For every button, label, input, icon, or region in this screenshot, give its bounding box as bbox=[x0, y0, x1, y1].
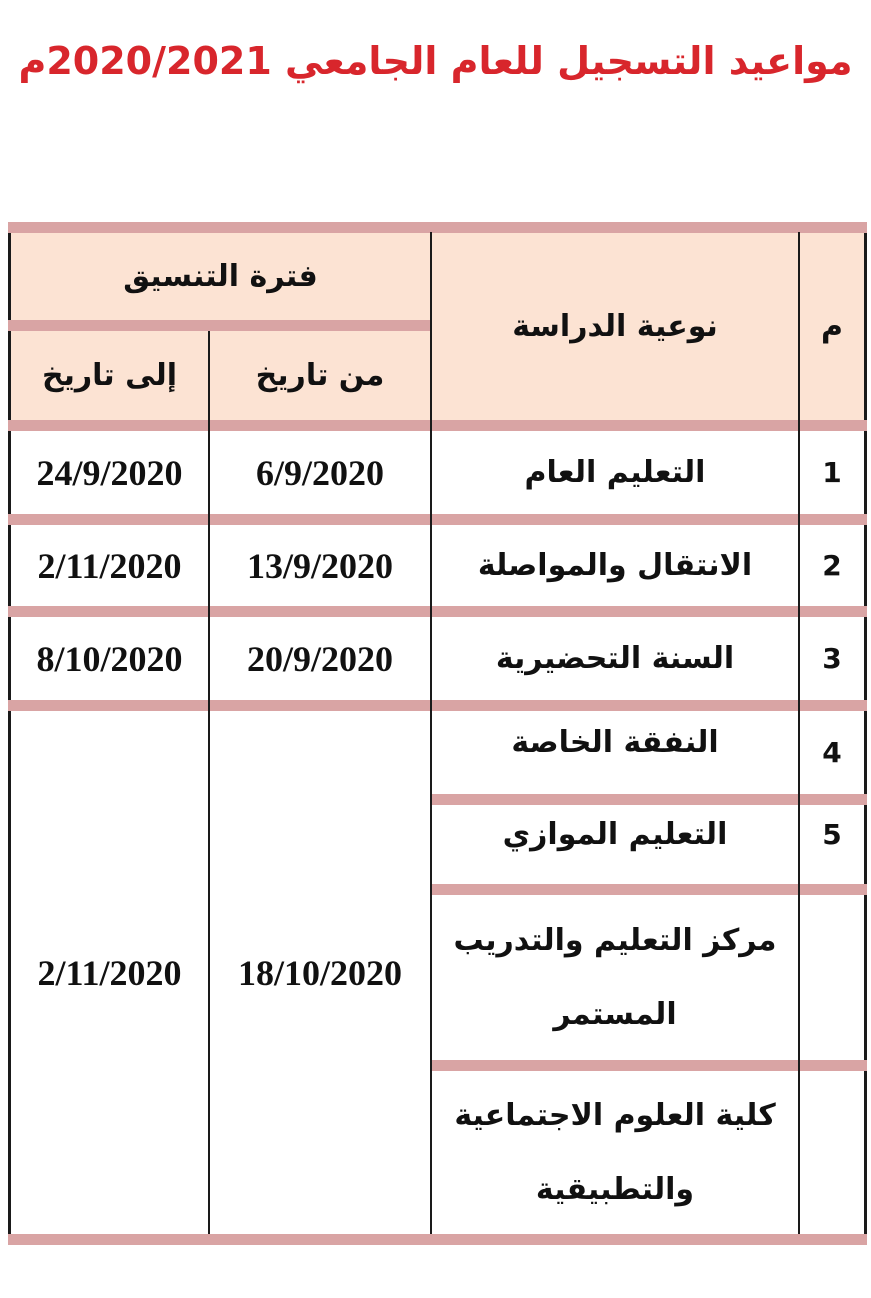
header-index: م bbox=[821, 308, 843, 344]
row-study-type: التعليم الموازي bbox=[502, 817, 728, 852]
row-divider bbox=[8, 222, 867, 233]
row-study-type: الانتقال والمواصلة bbox=[477, 547, 753, 583]
row-number: 1 bbox=[822, 455, 842, 489]
row-study-type: كلية العلوم الاجتماعية والتطبيقية bbox=[454, 1097, 776, 1207]
row-divider bbox=[430, 794, 867, 805]
row-number: 2 bbox=[822, 548, 842, 582]
row-number: 3 bbox=[822, 641, 842, 675]
row-divider bbox=[8, 514, 867, 525]
row-number: 5 bbox=[822, 818, 842, 851]
row-to-date: 24/9/2020 bbox=[36, 452, 183, 493]
row-divider bbox=[8, 420, 867, 431]
row-divider bbox=[8, 320, 430, 331]
header-study-type: نوعية الدراسة bbox=[512, 308, 718, 344]
header-period: فترة التنسيق bbox=[123, 258, 318, 294]
row-divider bbox=[8, 700, 867, 711]
row-number bbox=[800, 895, 864, 1060]
group-to-date: 2/11/2020 bbox=[37, 952, 182, 993]
row-divider bbox=[430, 884, 867, 895]
row-study-type: التعليم العام bbox=[524, 454, 706, 490]
row-from-date: 6/9/2020 bbox=[256, 452, 385, 493]
row-divider bbox=[8, 606, 867, 617]
group-from-date: 18/10/2020 bbox=[238, 952, 403, 993]
header-from-date: من تاريخ bbox=[255, 357, 385, 393]
row-number bbox=[800, 1071, 864, 1234]
row-study-type: مركز التعليم والتدريب المستمر bbox=[453, 922, 777, 1032]
row-to-date: 8/10/2020 bbox=[36, 638, 183, 679]
row-number: 4 bbox=[822, 735, 842, 769]
row-from-date: 20/9/2020 bbox=[247, 638, 394, 679]
page-title: مواعيد التسجيل للعام الجامعي 2020/2021م bbox=[18, 39, 853, 83]
row-divider bbox=[8, 1234, 867, 1245]
row-study-type: السنة التحضيرية bbox=[495, 640, 735, 676]
row-from-date: 13/9/2020 bbox=[247, 545, 394, 586]
row-to-date: 2/11/2020 bbox=[37, 545, 182, 586]
header-to-date: إلى تاريخ bbox=[41, 357, 178, 393]
row-divider bbox=[430, 1060, 867, 1071]
row-study-type: النفقة الخاصة bbox=[511, 724, 719, 760]
